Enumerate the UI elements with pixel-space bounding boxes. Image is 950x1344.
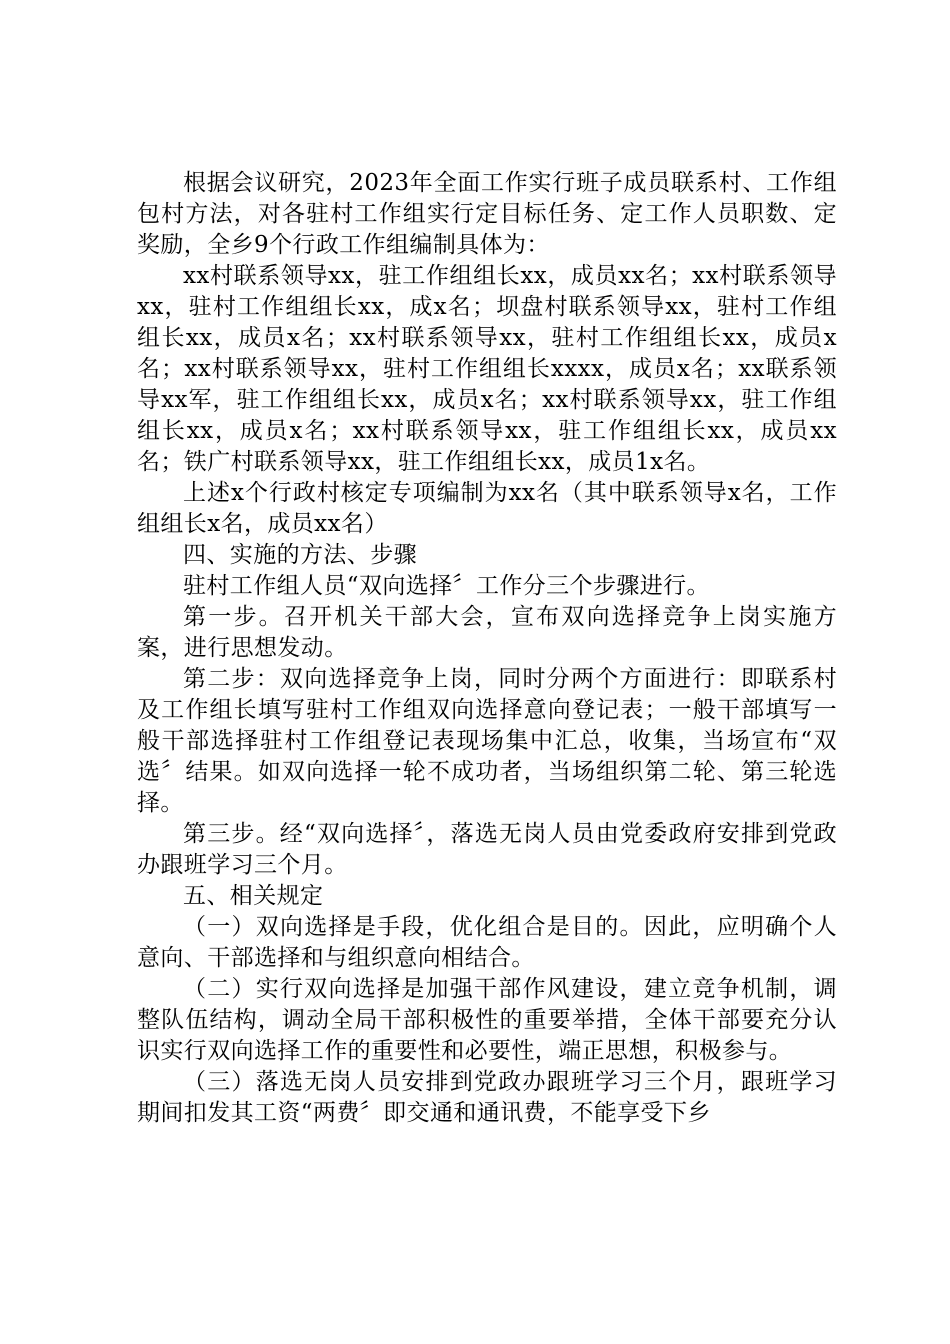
paragraph-rule-two: （二）实行双向选择是加强干部作风建设，建立竞争机制，调整队伍结构，调动全局干部积极性的重要举措，全体干部要充分认识实行双向选择工作的重要性和必要性，端正思想，积极参与。 (137, 976, 837, 1064)
paragraph-intro: 根据会议研究，2023年全面工作实行班子成员联系村、工作组包村方法，对各驻村工作组实行定目标任务、定工作人员职数、定奖励，全乡9个行政工作组编制具体为： (137, 170, 837, 258)
paragraph-rule-three: （三）落选无岗人员安排到党政办跟班学习三个月，跟班学习期间扣发其工资“两费〞即交通和通讯费，不能享受下乡 (137, 1069, 837, 1126)
document-body (137, 168, 837, 1129)
section-heading-regulations: 五、相关规定 (183, 883, 324, 909)
paragraph-step-two: 第二步：双向选择竞争上岗，同时分两个方面进行：即联系村及工作组长填写驻村工作组双向选择意向登记表；一般干部填写一般干部选择驻村工作组登记表现场集中汇总，收集，当场宣布“双选〞结果。如双向选择一轮不成功者，当场组织第二轮、第三轮选择。 (137, 666, 837, 816)
paragraph-step-one: 第一步。召开机关干部大会，宣布双向选择竞争上岗实施方案，进行思想发动。 (137, 604, 837, 661)
paragraph-rule-one: （一）双向选择是手段，优化组合是目的。因此，应明确个人意向、干部选择和与组织意向相结合。 (137, 914, 837, 971)
paragraph-village-list: xx村联系领导xx，驻工作组组长xx，成员xx名；xx村联系领导xx，驻村工作组组长xx，成x名；坝盘村联系领导xx，驻村工作组组长xx，成员x名；xx村联系领导xx，驻村工作组组长xx，成员x名；xx村联系领导xx，驻村工作组组长xxxx，成员x名；xx联系领导xx军，驻工作组组长xx，成员x名；xx村联系领导xx，驻工作组组长xx，成员x名；xx村联系领导xx，驻工作组组长xx，成员xx名；铁广村联系领导xx，驻工作组组长xx，成员1x名。 (137, 263, 837, 475)
paragraph-staffing-summary: 上述x个行政村核定专项编制为xx名（其中联系领导x名，工作组组长x名，成员xx名） (137, 480, 837, 537)
paragraph-steps-overview: 驻村工作组人员“双向选择〞工作分三个步骤进行。 (183, 573, 710, 599)
section-heading-methods: 四、实施的方法、步骤 (183, 542, 417, 568)
paragraph-step-three: 第三步。经“双向选择〞，落选无岗人员由党委政府安排到党政办跟班学习三个月。 (137, 821, 837, 878)
